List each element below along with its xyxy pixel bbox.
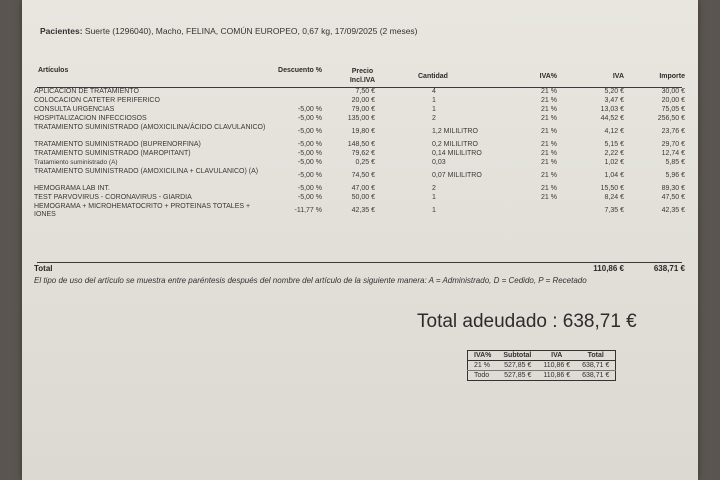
total-divider	[37, 262, 682, 263]
item-discount: -5,00 %	[297, 128, 322, 135]
item-vat: 4,12 €	[604, 128, 624, 135]
item-vat: 5,20 €	[604, 88, 624, 95]
item-vat: 7,35 €	[604, 207, 624, 214]
item-vat: 44,52 €	[600, 115, 624, 122]
item-vat: 15,50 €	[600, 185, 624, 192]
item-price: 47,00 €	[351, 185, 375, 192]
item-vat-percent: 21 %	[541, 150, 557, 157]
header-amount: Importe	[659, 73, 685, 80]
header-quantity: Cantidad	[418, 73, 448, 80]
item-vat: 5,15 €	[604, 141, 624, 148]
header-discount: Descuento %	[278, 67, 322, 74]
item-discount: -11,77 %	[294, 207, 322, 214]
item-price: 7,50 €	[355, 88, 375, 95]
item-amount: 5,96 €	[665, 172, 685, 179]
item-price: 79,00 €	[351, 106, 375, 113]
item-vat-percent: 21 %	[541, 172, 557, 179]
item-name: Tratamiento suministrado (A)	[34, 159, 118, 166]
header-articles: Artículos	[38, 67, 69, 74]
table-row: CONSULTA URGENCIAS -5,00 % 79,00 € 1 21 % 13,03 € 75,05 €	[34, 106, 685, 113]
item-discount: -5,00 %	[297, 141, 322, 148]
patient-info	[40, 26, 418, 36]
item-amount: 20,00 €	[661, 97, 685, 104]
item-price: 20,00 €	[351, 97, 375, 104]
table-row: HEMOGRAMA + MICROHEMATOCRITO + PROTEINAS TOTALES + IONES -11,77 % 42,35 € 1 7,35 € 42,35 €	[34, 203, 685, 218]
summary-cell: 527,85 €	[504, 372, 532, 379]
invoice-page	[22, 0, 698, 480]
item-name: CONSULTA URGENCIAS	[34, 106, 115, 113]
summary-cell: Todo	[474, 372, 490, 379]
items-table	[22, 88, 698, 220]
item-price: 50,00 €	[351, 194, 375, 201]
total-due: Total adeudado : 638,71 €	[417, 311, 637, 332]
item-vat: 13,03 €	[600, 106, 624, 113]
summary-header-row	[468, 351, 616, 361]
summary-cell: 21 %	[468, 361, 498, 371]
item-price: 79,62 €	[351, 150, 375, 157]
item-name: TEST PARVOVIRUS - CORONAVIRUS - GIARDIA	[34, 194, 192, 201]
item-price: 19,80 €	[351, 128, 375, 135]
summary-row	[468, 371, 616, 381]
table-row: COLOCACION CATETER PERIFERICO 20,00 € 1 21 % 3,47 € 20,00 €	[34, 97, 685, 104]
header-price	[350, 67, 375, 85]
total-amount: 638,71 €	[653, 264, 685, 273]
patient-label: Pacientes:	[40, 26, 83, 36]
item-vat: 8,24 €	[604, 194, 624, 201]
table-row: TRATAMIENTO SUMINISTRADO (MAROPITANT) -5,00 % 79,62 € 0,14 MILILITRO 21 % 2,22 € 12,74 €	[34, 150, 685, 157]
item-discount: -5,00 %	[297, 185, 322, 192]
summary-header-vat-percent: IVA%	[468, 351, 498, 361]
header-vat: IVA	[612, 73, 624, 80]
total-vat: 110,86 €	[593, 264, 624, 273]
usage-note: El tipo de uso del artículo se muestra entre paréntesis después del nombre del artículo de la siguiente manera: A = Administrado, D = Cedido, P = Recetado	[34, 276, 587, 285]
item-price: 135,00 €	[347, 115, 375, 122]
item-discount: -5,00 %	[297, 194, 322, 201]
item-amount: 12,74 €	[661, 150, 685, 157]
item-vat: 1,02 €	[604, 159, 624, 166]
item-vat: 3,47 €	[604, 97, 624, 104]
item-name: APLICACION DE TRATAMIENTO	[34, 88, 139, 95]
summary-header-subtotal: Subtotal	[497, 351, 537, 361]
summary-cell: 638,71 €	[582, 372, 610, 379]
item-discount: -5,00 %	[297, 159, 322, 166]
item-amount: 75,05 €	[661, 106, 685, 113]
table-row: APLICACION DE TRATAMIENTO 7,50 € 4 21 % 5,20 € 30,00 €	[34, 88, 685, 95]
item-name: HEMOGRAMA LAB INT.	[34, 185, 110, 192]
table-row: HOSPITALIZACION INFECCIOSOS -5,00 % 135,00 € 2 21 % 44,52 € 256,50 €	[34, 115, 685, 122]
summary-cell: 527,85 €	[497, 361, 537, 371]
table-row: Tratamiento suministrado (A) -5,00 % 0,25 € 0,03 21 % 1,02 € 5,85 €	[34, 159, 685, 166]
item-name: TRATAMIENTO SUMINISTRADO (AMOXICILINA/ÁCIDO CLAVULANICO)	[34, 124, 266, 131]
header-vat-percent: IVA%	[539, 73, 557, 80]
item-name: TRATAMIENTO SUMINISTRADO (BUPRENORFINA)	[34, 141, 201, 148]
item-name: COLOCACION CATETER PERIFERICO	[34, 97, 160, 104]
table-row: TRATAMIENTO SUMINISTRADO (AMOXICILINA + CLAVULANICO) (A) -5,00 % 74,50 € 0,07 MILILITRO 21 % 1,04 € 5,96 €	[34, 168, 685, 179]
item-name: TRATAMIENTO SUMINISTRADO (AMOXICILINA + CLAVULANICO) (A)	[34, 168, 259, 175]
item-discount: -5,00 %	[297, 172, 322, 179]
table-row: HEMOGRAMA LAB INT. -5,00 % 47,00 € 2 21 % 15,50 € 89,30 €	[34, 185, 685, 192]
item-vat-percent: 21 %	[541, 159, 557, 166]
item-vat: 2,22 €	[604, 150, 624, 157]
item-amount: 23,76 €	[661, 128, 685, 135]
table-row: TRATAMIENTO SUMINISTRADO (AMOXICILINA/ÁCIDO CLAVULANICO) -5,00 % 19,80 € 1,2 MILILITRO 21 % 4,12 € 23,76 €	[34, 124, 685, 135]
item-discount: -5,00 %	[297, 115, 322, 122]
summary-row	[468, 361, 616, 371]
summary-cell: 638,71 €	[576, 361, 616, 371]
item-vat-percent: 21 %	[541, 128, 557, 135]
header-price-line1: Precio	[351, 68, 374, 75]
summary-header-total: Total	[576, 351, 616, 361]
table-row: TRATAMIENTO SUMINISTRADO (BUPRENORFINA) -5,00 % 148,50 € 0,2 MILILITRO 21 % 5,15 € 29,70 €	[34, 141, 685, 148]
item-vat-percent: 21 %	[541, 185, 557, 192]
item-price: 74,50 €	[351, 172, 375, 179]
item-amount: 29,70 €	[661, 141, 685, 148]
item-price: 148,50 €	[347, 141, 375, 148]
item-vat: 1,04 €	[604, 172, 624, 179]
item-amount: 256,50 €	[657, 115, 685, 122]
patient-details: Suerte (1296040), Macho, FELINA, COMÚN EUROPEO, 0,67 kg, 17/09/2025 (2 meses)	[84, 26, 418, 36]
item-discount: -5,00 %	[297, 106, 322, 113]
item-amount: 30,00 €	[661, 88, 685, 95]
item-price: 0,25 €	[355, 159, 375, 166]
item-name: HOSPITALIZACION INFECCIOSOS	[34, 115, 147, 122]
item-vat-percent: 21 %	[541, 194, 557, 201]
item-price: 42,35 €	[351, 207, 375, 214]
item-amount: 5,85 €	[665, 159, 685, 166]
summary-cell: 110,86 €	[543, 372, 571, 379]
summary-header-vat: IVA	[537, 351, 576, 361]
item-name: TRATAMIENTO SUMINISTRADO (MAROPITANT)	[34, 150, 191, 157]
item-vat-percent: 21 %	[541, 141, 557, 148]
item-amount: 42,35 €	[661, 207, 685, 214]
item-vat-percent: 21 %	[541, 106, 557, 113]
vat-summary-table	[467, 350, 616, 381]
summary-cell: 110,86 €	[537, 361, 576, 371]
item-name: HEMOGRAMA + MICROHEMATOCRITO + PROTEINAS TOTALES + IONES	[34, 203, 251, 218]
item-vat-percent: 21 %	[541, 88, 557, 95]
item-amount: 89,30 €	[661, 185, 685, 192]
item-discount: -5,00 %	[297, 150, 322, 157]
header-price-line2: Incl.IVA	[349, 77, 375, 84]
table-row: TEST PARVOVIRUS - CORONAVIRUS - GIARDIA -5,00 % 50,00 € 1 21 % 8,24 € 47,50 €	[34, 194, 685, 201]
item-vat-percent: 21 %	[541, 97, 557, 104]
item-vat-percent: 21 %	[541, 115, 557, 122]
item-amount: 47,50 €	[661, 194, 685, 201]
total-label: Total	[34, 264, 53, 273]
